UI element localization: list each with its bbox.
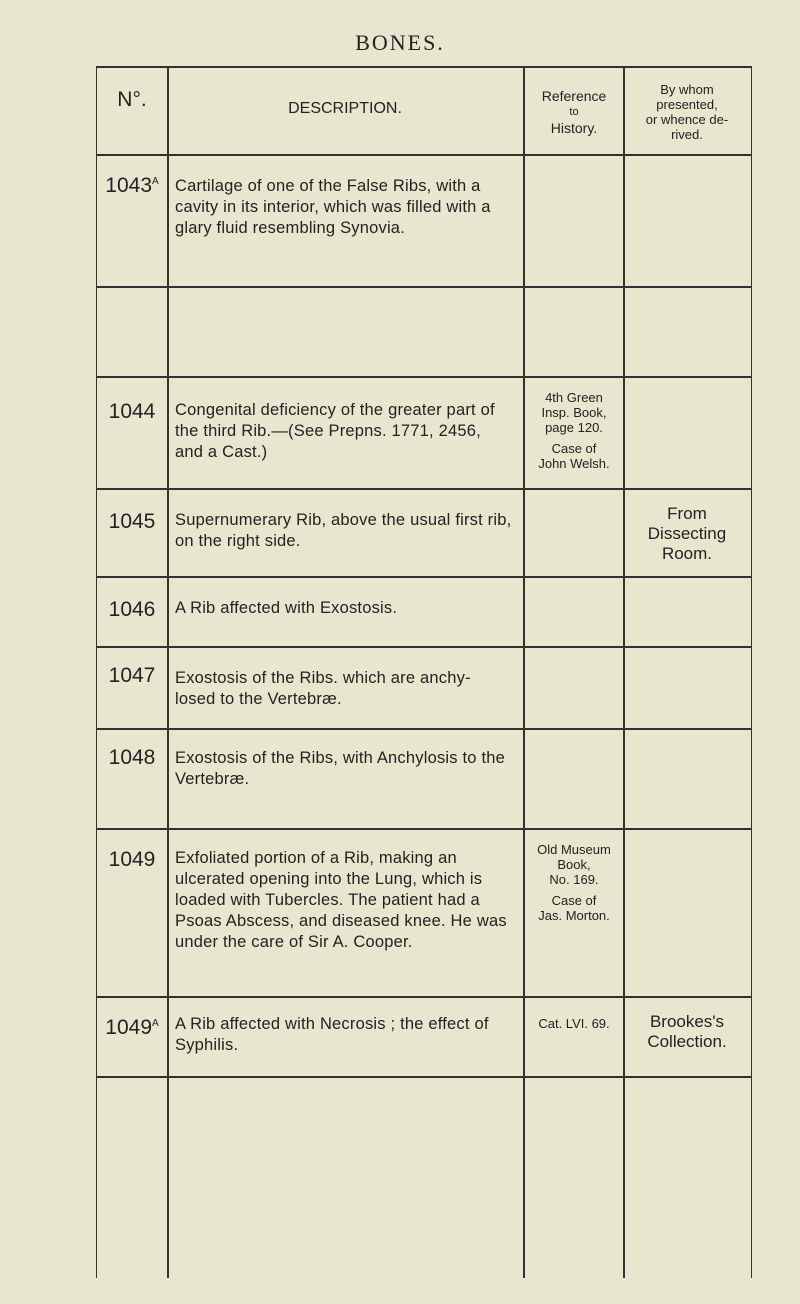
entry-description: Exostosis of the Ribs, with Anchylosis to the Vertebræ. [175, 749, 505, 788]
entry-description: Cartilage of one of the False Ribs, with a cavity in its interior, which was filled with a glary fluid resembling Synovia. [175, 177, 491, 237]
row-divider [97, 728, 751, 730]
entry-reference: Cat. LVI. 69. [538, 1016, 610, 1031]
entry-number: 1049 [108, 848, 156, 871]
entry-description: Exostosis of the Ribs. which are anchy- losed to the Vertebræ. [175, 669, 471, 708]
entry-number: 1047 [108, 664, 156, 687]
entry-number: 1044 [108, 400, 156, 423]
header-no: N°. [117, 88, 147, 111]
entry-description: A Rib affected with Necrosis ; the effect of Syphilis. [175, 1015, 489, 1054]
row-divider [97, 1076, 751, 1078]
col-divider [623, 68, 625, 1278]
entry-number: 1046 [108, 598, 156, 621]
entry-reference: Old Museum Book, No. 169. Case of Jas. Morton. [537, 842, 611, 923]
col-divider [167, 68, 169, 1278]
header-reference: Reference to History. [541, 88, 607, 136]
col-divider [523, 68, 525, 1278]
catalogue-table [96, 66, 752, 1278]
entry-number: 1045 [108, 510, 156, 533]
row-divider [97, 828, 751, 830]
entry-number: $1043^A$ [105, 174, 159, 197]
row-divider [97, 576, 751, 578]
entry-number: 1048 [108, 746, 156, 769]
header-by-whom: By whom presented, or whence de- rived. [645, 82, 729, 142]
entry-description: Exfoliated portion of a Rib, making an ulcerated opening into the Lung, which is loaded with Tubercles. The patient had a Psoas Abscess, and diseased knee. He was under the care of Sir A. Cooper. [175, 849, 507, 951]
row-divider [97, 646, 751, 648]
row-divider [97, 488, 751, 490]
page-title: BONES. [355, 30, 445, 55]
entry-description: Congenital deficiency of the greater part of the third Rib.—(See Prepns. 1771, 2456, and a Cast.) [175, 401, 495, 461]
entry-number: $1049^A$ [105, 1016, 159, 1039]
row-divider [97, 154, 751, 156]
entry-source: From Dissecting Room. [647, 504, 727, 563]
row-divider [97, 376, 751, 378]
entry-description: A Rib affected with Exostosis. [175, 599, 398, 617]
row-divider [97, 996, 751, 998]
header-description: DESCRIPTION. [288, 100, 402, 117]
entry-source: Brookes's Collection. [647, 1012, 727, 1051]
entry-reference: 4th Green Insp. Book, page 120. Case of John Welsh. [538, 390, 610, 471]
row-divider [97, 286, 751, 288]
entry-description: Supernumerary Rib, above the usual first rib, on the right side. [175, 511, 512, 550]
